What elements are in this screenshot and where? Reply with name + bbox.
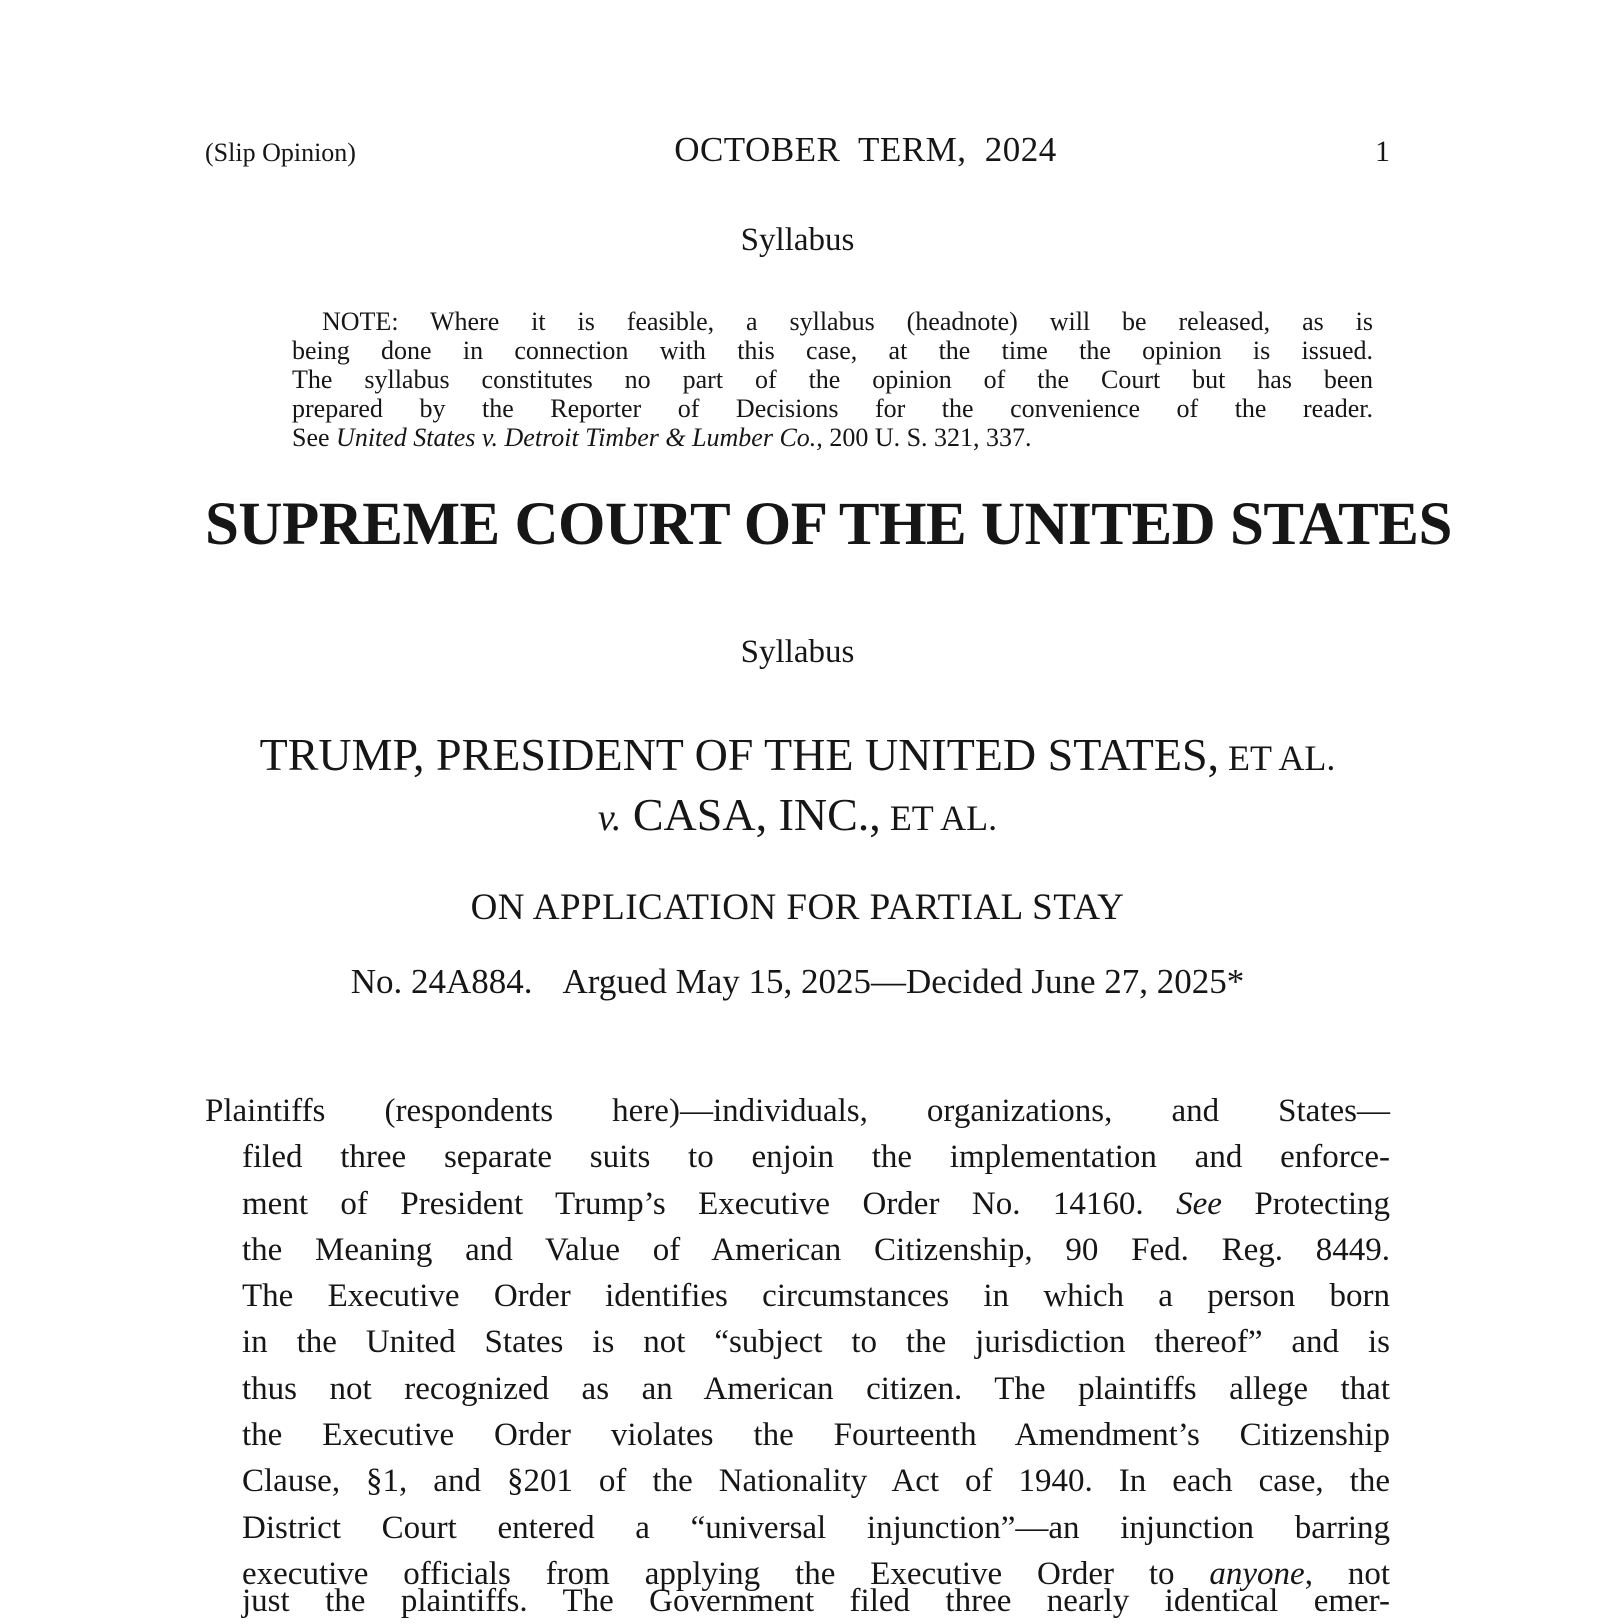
petitioner-name: TRUMP, PRESIDENT OF THE UNITED STATES, — [259, 729, 1220, 780]
citation-signal: See — [292, 423, 337, 452]
body-text: ment of President Trump’s Executive Order No. 14160. — [242, 1185, 1177, 1222]
body-line — [205, 1458, 1390, 1504]
body-text: in the United States is not “subject to the jurisdiction thereof” and is — [242, 1324, 1390, 1361]
slip-opinion-label: (Slip Opinion) — [205, 138, 356, 167]
note-line: NOTE: Where it is feasible, a syllabus (headnote) will be released, as is — [322, 307, 1373, 336]
body-text: just the plaintiffs. The Government filed three nearly identical emer- — [242, 1583, 1390, 1619]
body-text: the Executive Order violates the Fourteenth Amendment’s Citizenship — [242, 1417, 1390, 1454]
body-line — [205, 1134, 1390, 1180]
body-text-italic: See — [1176, 1185, 1222, 1222]
respondent-name: CASA, INC., — [621, 789, 881, 840]
body-line — [205, 1088, 1390, 1134]
docket-number: No. 24A884. — [350, 962, 533, 1001]
petitioner-etal: ET AL. — [1219, 738, 1336, 778]
body-line-clipped — [242, 1578, 1390, 1624]
body-text: , not — [1304, 1555, 1390, 1592]
body-text: The Executive Order identifies circumstances in which a person born — [242, 1278, 1390, 1315]
body-text: executive officials from applying the Executive Order to — [242, 1555, 1210, 1592]
body-text: Plaintiffs (respondents here)—individuals, organizations, and States— — [205, 1093, 1390, 1129]
argued-decided-dates: Argued May 15, 2025—Decided June 27, 2025* — [562, 962, 1245, 1001]
page-header — [205, 130, 1390, 170]
syllabus-label-mid: Syllabus — [740, 634, 855, 670]
body-line — [205, 1181, 1390, 1227]
body-text: Protecting — [1221, 1185, 1390, 1222]
court-title: SUPREME COURT OF THE UNITED STATES — [205, 491, 1452, 558]
body-text: the Meaning and Value of American Citizenship, 90 Fed. Reg. 8449. — [242, 1231, 1390, 1268]
docket-line — [205, 962, 1390, 1002]
note-line-citation — [292, 423, 1373, 452]
case-caption-line1 — [205, 728, 1390, 781]
application-line: ON APPLICATION FOR PARTIAL STAY — [470, 887, 1125, 928]
versus-abbreviation: v. — [597, 797, 622, 839]
syllabus-body-paragraph — [205, 1088, 1390, 1619]
body-text: District Court entered a “universal injunction”—an injunction barring — [242, 1509, 1390, 1546]
note-line: The syllabus constitutes no part of the opinion of the Court but has been — [292, 365, 1373, 394]
note-line: prepared by the Reporter of Decisions for the convenience of the reader. — [292, 394, 1373, 423]
reporter-note — [292, 307, 1373, 452]
body-text: thus not recognized as an American citizen. The plaintiffs allege that — [242, 1370, 1390, 1407]
body-line — [205, 1227, 1390, 1273]
body-text-italic: anyone — [1209, 1555, 1305, 1592]
body-text: filed three separate suits to enjoin the implementation and enforce- — [242, 1139, 1390, 1176]
body-line — [205, 1412, 1390, 1458]
body-line — [205, 1319, 1390, 1365]
body-line — [205, 1366, 1390, 1412]
page-number: 1 — [1374, 135, 1390, 168]
syllabus-label-top: Syllabus — [740, 222, 855, 258]
case-citation-italic: United States v. Detroit Timber & Lumber Co., — [336, 423, 823, 452]
case-caption-line2 — [205, 788, 1390, 841]
respondent-etal: ET AL. — [880, 798, 998, 838]
body-line — [205, 1505, 1390, 1551]
citation-reporter: 200 U. S. 321, 337. — [822, 423, 1032, 452]
body-text: Clause, §1, and §201 of the Nationality Act of 1940. In each case, the — [242, 1463, 1390, 1500]
term-title: OCTOBER TERM, 2024 — [674, 130, 1057, 169]
body-line — [205, 1273, 1390, 1319]
note-line: being done in connection with this case, at the time the opinion is issued. — [292, 336, 1373, 365]
